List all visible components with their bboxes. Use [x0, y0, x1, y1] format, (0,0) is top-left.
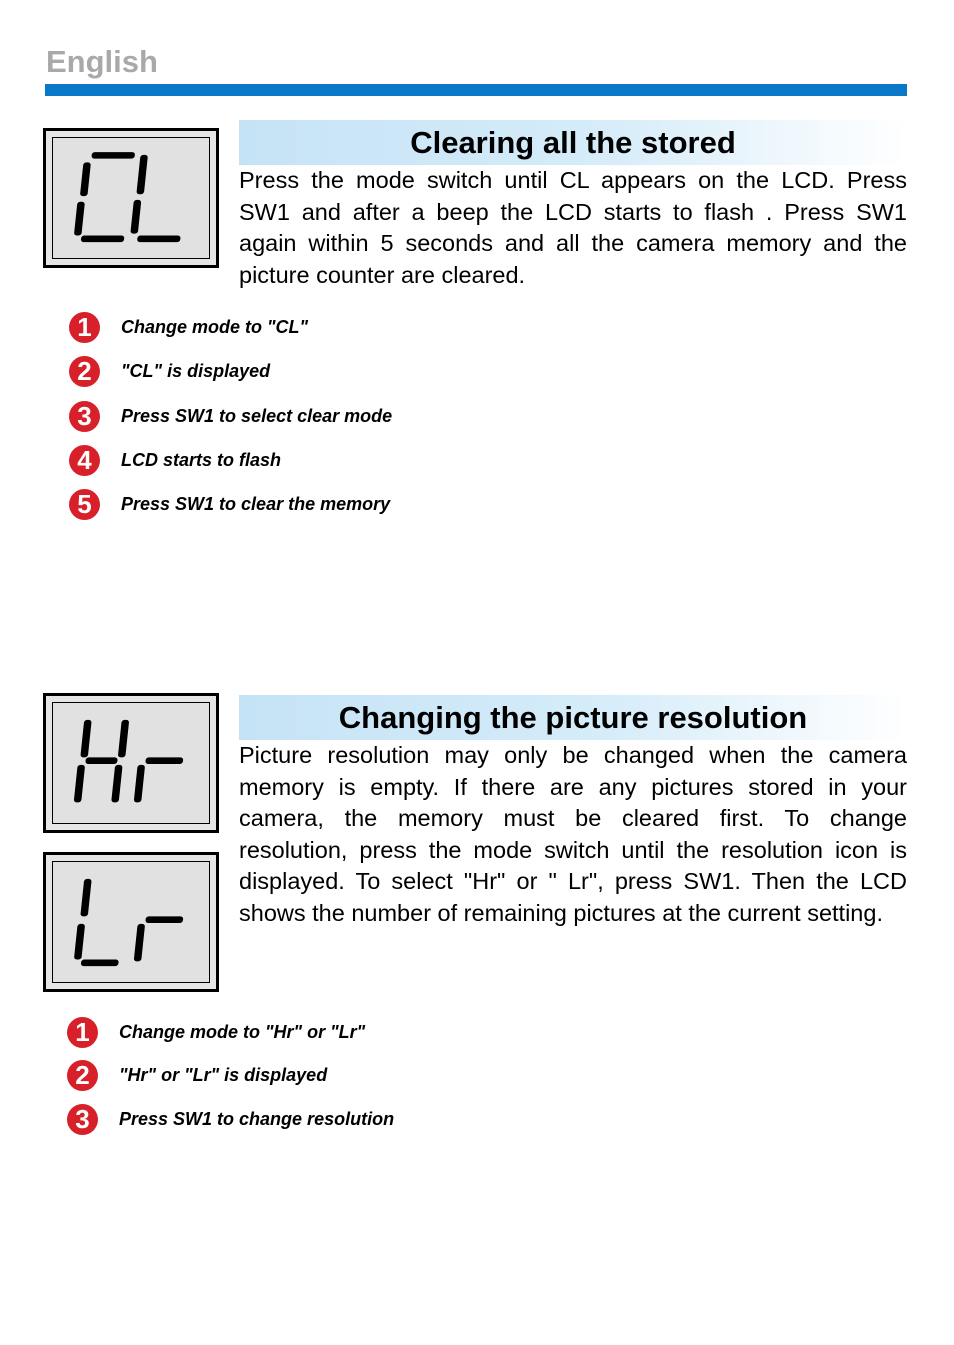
lcd-display-lr [43, 852, 219, 992]
step-text: Change mode to "CL" [121, 317, 309, 337]
section-body-clear: Press the mode switch until CL appears on the LCD. Press SW1 and after a beep the LCD starts to flash . Press SW1 again within 5 seconds and all the camera memory and the picture counter are cleared. [239, 167, 907, 288]
step-number-badge: 4 [69, 445, 100, 476]
step-number-badge: 5 [69, 489, 100, 520]
header-bar [45, 84, 907, 96]
section-body-resolution: Picture resolution may only be changed when the camera memory is empty. If there are any pictures stored in your camera, the memory must be cleared first. To change resolution, press the mode switch until the resolution icon is displayed. To select "Hr" or " Lr", press SW1. Then the LCD shows the number of remaining pictures at the current setting. [239, 742, 907, 926]
step-number-badge: 1 [69, 312, 100, 343]
step-number-badge: 3 [69, 401, 100, 432]
step-text: Press SW1 to clear the memory [121, 494, 391, 514]
step-number-badge: 2 [67, 1060, 98, 1091]
lcd-display-hr [43, 693, 219, 833]
language-label: English [46, 44, 158, 79]
lcd-segments-hr [53, 703, 209, 823]
section-title-clear: Clearing all the stored [239, 120, 907, 165]
section-title-resolution: Changing the picture resolution [239, 695, 907, 740]
step-number-badge: 2 [69, 356, 100, 387]
step-text: Change mode to "Hr" or "Lr" [119, 1022, 366, 1042]
lcd-segments-cl [53, 138, 209, 258]
step-text: "CL" is displayed [121, 361, 271, 381]
lcd-display-cl [43, 128, 219, 268]
step-text: Press SW1 to select clear mode [121, 406, 393, 426]
step-number-badge: 1 [67, 1017, 98, 1048]
lcd-segments-lr [53, 862, 209, 982]
step-text: Press SW1 to change resolution [119, 1109, 395, 1129]
step-text: "Hr" or "Lr" is displayed [119, 1065, 328, 1085]
step-number-badge: 3 [67, 1104, 98, 1135]
step-text: LCD starts to flash [121, 450, 282, 470]
